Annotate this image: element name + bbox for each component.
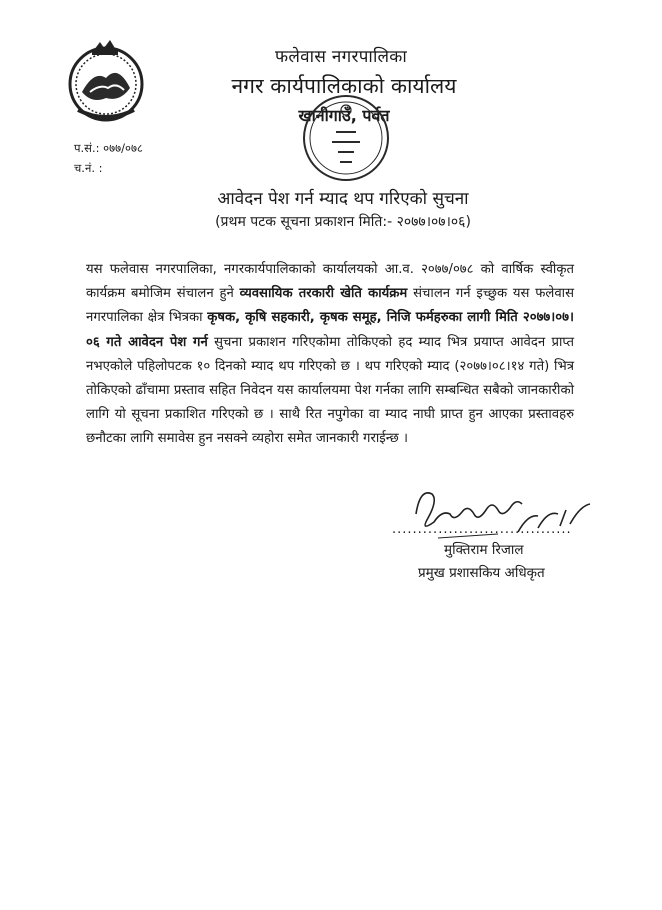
- notice-title: आवेदन पेश गर्न म्याद थप गरिएको सुचना: [217, 189, 469, 209]
- office-title: नगर कार्यपालिकाको कार्यालय: [231, 74, 457, 98]
- letter-number: प.सं.: ०७७/०७८: [74, 141, 143, 155]
- body-text-part-3: सुचना प्रकाशन गरिएकोमा तोकिएको हद म्याद भित्र प्रयाप्त आवेदन प्राप्त नभएकोले पहिलोपटक १० दिनको म्याद थप गरिएको छ । थप गरिएको म्याद (२०७७।०८।१४ गते) भित्र तोकिएको ढाँचामा प्रस्ताव सहित निवेदन यस कार्यालयमा पेश गर्नका लागि सम्बन्धित सबैको जानकारीको लागि यो सूचना प्रकाशित गरिएको छ । साथै रित नपुगेका वा म्याद नाघी प्राप्त हुन आएका प्रस्तावहरु छनौटका लागि समावेस हुन नसक्ने व्यहोरा समेत जानकारी गराईन्छ ।: [86, 334, 574, 447]
- office-stamp: [300, 92, 392, 184]
- body-text-part-1: यस फलेवास नगरपालिका, नगरकार्यपालिकाको कार्यालयको आ.व. २०७७/०७८ को वार्षिक स्वीकृत कार्यक्रम बमोजिम संचालन हुने: [86, 262, 574, 302]
- body-text-part-2: संचालन गर्न इच्छुक यस फलेवास नगरपालिका क्षेत्र भित्रका: [86, 286, 574, 326]
- signer-title: प्रमुख प्रशासकिय अधिकृत: [418, 565, 545, 581]
- office-location: खानीगाउँ, पर्वत: [298, 106, 390, 125]
- municipality-name: फलेवास नगरपालिका: [274, 47, 408, 67]
- notice-subtitle: (प्रथम पटक सूचना प्रकाशन मिति:- २०७७।०७।०६): [215, 214, 471, 230]
- body-bold-part-1: व्यवसायिक तरकारी खेति कार्यक्रम: [239, 286, 408, 302]
- body-bold-part-2: कृषक, कृषि सहकारी, कृषक समूह, निजि फर्महरुका लागी मिति २०७७।०७।०६ गते आवेदन पेश गर्न: [86, 310, 575, 350]
- reference-block: [74, 138, 143, 178]
- dispatch-number: च.नं. :: [74, 161, 103, 175]
- signature-line: ...................................: [392, 522, 572, 537]
- notice-body: [86, 258, 574, 452]
- signer-name: मुक्तिराम रिजाल: [444, 542, 524, 558]
